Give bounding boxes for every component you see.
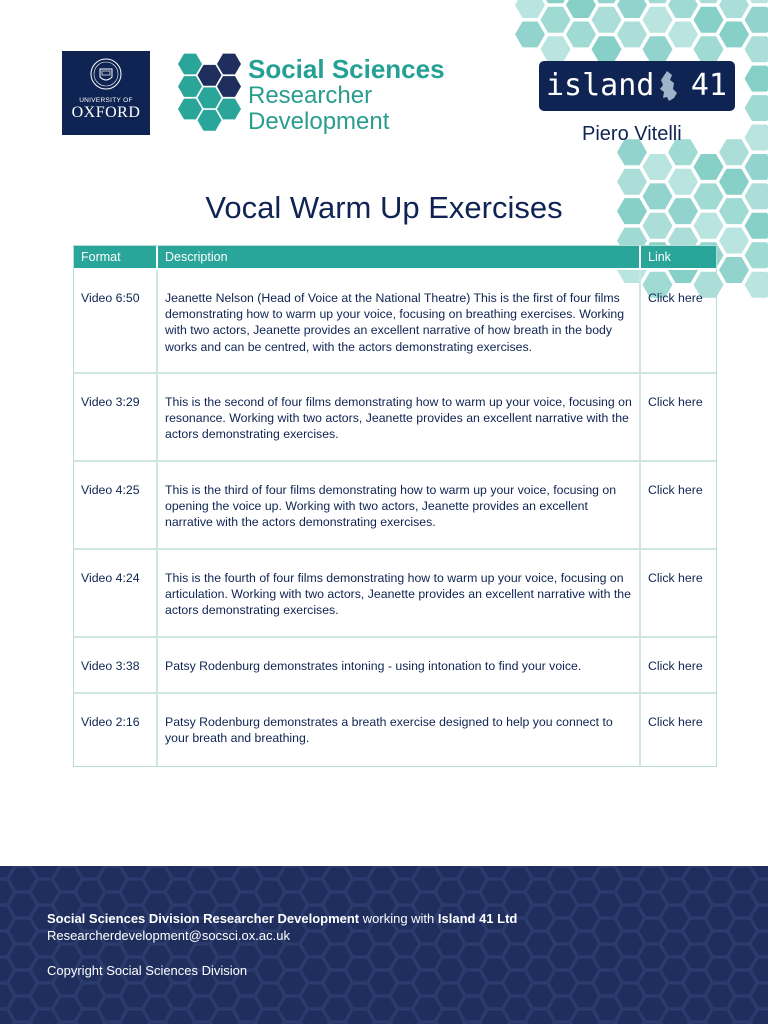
footer-hexagon xyxy=(526,880,554,904)
video-link[interactable]: Click here xyxy=(648,715,703,729)
decor-hexagon xyxy=(745,242,768,268)
footer-hexagon xyxy=(729,867,757,891)
footer-hexagon xyxy=(391,984,419,1008)
footer-hexagon xyxy=(9,997,37,1021)
decor-hexagon xyxy=(719,139,749,165)
ssrd-logo-line1: Social Sciences xyxy=(248,54,445,84)
footer-hexagon xyxy=(414,867,442,891)
footer-hexagon xyxy=(639,997,667,1021)
table-row xyxy=(74,270,716,374)
footer-credit xyxy=(47,910,517,927)
exercises-table xyxy=(73,245,717,767)
decor-hexagon xyxy=(694,0,724,3)
ssrd-logo-line3: Development xyxy=(248,108,390,135)
logo-hexagon xyxy=(178,76,202,97)
footer-hexagon xyxy=(684,945,712,969)
format-cell: Video 3:38 xyxy=(74,638,158,694)
format-cell: Video 4:25 xyxy=(74,462,158,550)
footer-hexagon xyxy=(9,893,37,917)
footer-hexagon xyxy=(234,867,262,891)
decor-hexagon xyxy=(541,0,571,3)
footer-hexagon xyxy=(639,867,667,891)
link-cell xyxy=(641,694,716,766)
oxford-logo-line2: OXFORD xyxy=(71,104,141,121)
oxford-logo-line1: UNIVERSITY OF xyxy=(79,97,133,104)
footer-hexagon xyxy=(549,867,577,891)
island-map-icon xyxy=(657,69,681,103)
footer-hexagon xyxy=(684,893,712,917)
footer-hexagon xyxy=(211,984,239,1008)
decor-hexagon xyxy=(745,154,768,180)
footer-hexagon xyxy=(684,997,712,1021)
decor-hexagon xyxy=(643,7,673,33)
author-name: Piero Vitelli xyxy=(582,123,682,145)
decor-hexagon xyxy=(592,7,622,33)
decor-hexagon xyxy=(515,22,545,48)
decor-hexagon xyxy=(541,36,571,62)
format-cell: Video 4:24 xyxy=(74,550,158,638)
table-row xyxy=(74,374,716,462)
footer-hexagon xyxy=(594,893,622,917)
footer-hexagon xyxy=(639,893,667,917)
footer-hexagon xyxy=(594,971,622,995)
header-format: Format xyxy=(74,246,158,270)
decor-hexagon xyxy=(745,95,768,121)
logo-hexagon xyxy=(178,99,202,120)
table-row xyxy=(74,638,716,694)
decor-hexagon xyxy=(719,22,749,48)
footer-hexagon xyxy=(706,958,734,982)
footer-hexagon xyxy=(414,997,442,1021)
footer-hexagon xyxy=(684,919,712,943)
footer-hexagon xyxy=(391,880,419,904)
footer-hexagon xyxy=(211,880,239,904)
footer-hexagon xyxy=(76,880,104,904)
footer-hexagon xyxy=(526,906,554,930)
footer-hexagon xyxy=(729,945,757,969)
footer-hexagon xyxy=(729,971,757,995)
footer-hexagon xyxy=(661,880,689,904)
footer-hexagon xyxy=(144,997,172,1021)
footer-hexagon xyxy=(166,984,194,1008)
footer-hexagon xyxy=(594,867,622,891)
decor-hexagon xyxy=(745,125,768,151)
decor-hexagon xyxy=(643,0,673,3)
hexagon-cluster-icon xyxy=(176,50,244,138)
footer-hexagon xyxy=(301,984,329,1008)
footer-hexagon xyxy=(549,893,577,917)
video-link[interactable]: Click here xyxy=(648,571,703,585)
decor-hexagon xyxy=(719,228,749,254)
decor-hexagon xyxy=(719,257,749,283)
video-link[interactable]: Click here xyxy=(648,395,703,409)
footer-hexagon xyxy=(526,958,554,982)
decor-hexagon xyxy=(515,0,545,18)
logo-hexagon xyxy=(198,87,222,108)
ssrd-logo xyxy=(248,55,445,135)
footer-hexagon xyxy=(571,880,599,904)
footer-hexagon xyxy=(99,867,127,891)
footer-hexagon xyxy=(549,971,577,995)
footer-hexagon xyxy=(616,906,644,930)
footer-hexagon xyxy=(661,906,689,930)
footer-hexagon xyxy=(436,880,464,904)
footer-hexagon xyxy=(549,919,577,943)
link-cell xyxy=(641,374,716,462)
footer-hexagon xyxy=(369,997,397,1021)
footer-hexagon xyxy=(639,971,667,995)
decor-hexagon xyxy=(745,0,768,3)
footer-hexagon xyxy=(706,984,734,1008)
island41-logo xyxy=(539,61,735,111)
logo-hexagon xyxy=(217,54,241,75)
footer-hexagon xyxy=(99,997,127,1021)
decor-hexagon xyxy=(694,36,724,62)
header-description: Description xyxy=(158,246,641,270)
footer-hexagon xyxy=(256,880,284,904)
link-cell xyxy=(641,638,716,694)
decor-hexagon xyxy=(668,22,698,48)
link-cell xyxy=(641,550,716,638)
description-cell: This is the second of four films demonstrating how to warm up your voice, focusing on resonance. Working with two actors, Jeanette provides an excellent narrative with the actors demonstrating exercises. xyxy=(158,374,641,462)
footer-hexagon xyxy=(121,984,149,1008)
header-link: Link xyxy=(641,246,716,270)
footer-hexagon xyxy=(571,958,599,982)
footer-hexagon xyxy=(481,984,509,1008)
footer-hexagon xyxy=(189,867,217,891)
decor-hexagon xyxy=(745,272,768,298)
island41-logo-text: island xyxy=(546,68,655,103)
footer-hexagon xyxy=(751,866,768,878)
footer-working-with: working with xyxy=(359,911,438,926)
footer-hexagon xyxy=(594,945,622,969)
island41-logo-number: 41 xyxy=(690,68,727,103)
footer xyxy=(0,866,768,1024)
footer-hexagon xyxy=(616,984,644,1008)
footer-hexagon xyxy=(526,932,554,956)
decor-hexagon xyxy=(745,7,768,33)
footer-hexagon xyxy=(504,867,532,891)
description-cell: This is the third of four films demonstrating how to warm up your voice, focusing on opening the voice up. Working with two actors, Jeanette provides an excellent narrative with the actors demonstrating exercises. xyxy=(158,462,641,550)
footer-hexagon xyxy=(369,867,397,891)
footer-hexagon xyxy=(346,984,374,1008)
logo-hexagon xyxy=(217,76,241,97)
decor-hexagon xyxy=(745,66,768,92)
footer-hexagon xyxy=(459,997,487,1021)
footer-hexagon xyxy=(459,867,487,891)
decor-hexagon xyxy=(617,22,647,48)
decor-hexagon xyxy=(719,0,749,18)
footer-hexagon xyxy=(549,997,577,1021)
footer-hexagon xyxy=(166,880,194,904)
footer-hexagon xyxy=(594,919,622,943)
footer-hexagon xyxy=(31,880,59,904)
table-row xyxy=(74,462,716,550)
format-cell: Video 2:16 xyxy=(74,694,158,766)
footer-hexagon xyxy=(639,945,667,969)
logo-hexagon xyxy=(178,54,202,75)
table-header-row xyxy=(74,246,716,270)
page-title: Vocal Warm Up Exercises xyxy=(205,190,563,225)
footer-hexagon xyxy=(54,997,82,1021)
footer-hexagon xyxy=(279,997,307,1021)
footer-hexagon xyxy=(729,893,757,917)
footer-hexagon xyxy=(31,984,59,1008)
footer-hexagon xyxy=(661,932,689,956)
decor-hexagon xyxy=(643,154,673,180)
footer-hexagon xyxy=(729,919,757,943)
footer-hexagon xyxy=(121,880,149,904)
logo-hexagon xyxy=(198,110,222,131)
footer-hexagon xyxy=(684,971,712,995)
footer-hexagon xyxy=(234,997,262,1021)
footer-hexagon xyxy=(684,867,712,891)
oxford-crest-icon xyxy=(89,57,123,91)
footer-hexagon xyxy=(504,997,532,1021)
footer-hexagon xyxy=(751,1010,768,1024)
footer-hexagon xyxy=(549,945,577,969)
decor-hexagon xyxy=(694,154,724,180)
footer-hexagon xyxy=(729,997,757,1021)
logo-hexagon xyxy=(198,65,222,86)
footer-hexagon xyxy=(481,880,509,904)
video-link[interactable]: Click here xyxy=(648,659,703,673)
footer-hexagon xyxy=(9,971,37,995)
footer-hexagon xyxy=(706,932,734,956)
footer-hexagon xyxy=(661,958,689,982)
footer-hexagon xyxy=(661,984,689,1008)
description-cell: This is the fourth of four films demonstrating how to warm up your voice, focusing on articulation. Working with two actors, Jeanette provides an excellent narrative with the actors demonstrating exercises. xyxy=(158,550,641,638)
oxford-logo xyxy=(62,51,150,135)
footer-hexagon xyxy=(571,906,599,930)
decor-hexagon xyxy=(617,0,647,18)
footer-hexagon xyxy=(571,932,599,956)
footer-hexagon xyxy=(301,880,329,904)
footer-hexagon xyxy=(279,867,307,891)
footer-hexagon xyxy=(436,984,464,1008)
format-cell: Video 3:29 xyxy=(74,374,158,462)
footer-hexagon xyxy=(594,997,622,1021)
footer-hexagon xyxy=(706,880,734,904)
footer-hexagon xyxy=(189,997,217,1021)
footer-hexagon xyxy=(616,958,644,982)
footer-hexagon xyxy=(256,984,284,1008)
decor-hexagon xyxy=(668,0,698,18)
format-cell: Video 6:50 xyxy=(74,270,158,374)
footer-hexagon xyxy=(706,906,734,930)
footer-hexagon xyxy=(616,880,644,904)
footer-hexagon xyxy=(616,932,644,956)
decor-hexagon xyxy=(643,36,673,62)
link-cell xyxy=(641,462,716,550)
footer-hexagon xyxy=(324,997,352,1021)
footer-copyright: Copyright Social Sciences Division xyxy=(47,963,248,978)
decor-hexagon xyxy=(592,0,622,3)
footer-hexagon xyxy=(9,945,37,969)
logo-hexagon xyxy=(217,99,241,120)
decor-hexagon xyxy=(566,0,596,18)
table-row xyxy=(74,550,716,638)
footer-hexagon xyxy=(324,867,352,891)
footer-hexagon xyxy=(9,867,37,891)
video-link[interactable]: Click here xyxy=(648,291,703,305)
footer-hexagon xyxy=(76,984,104,1008)
footer-org: Social Sciences Division Researcher Development xyxy=(47,911,360,926)
decor-hexagon xyxy=(694,7,724,33)
decor-hexagon xyxy=(592,36,622,62)
decor-hexagon xyxy=(566,22,596,48)
footer-hexagon xyxy=(9,919,37,943)
footer-text xyxy=(47,910,517,979)
footer-email[interactable]: Researcherdevelopment@socsci.ox.ac.uk xyxy=(47,928,290,943)
footer-hexagon xyxy=(144,867,172,891)
description-cell: Patsy Rodenburg demonstrates intoning - using intonation to find your voice. xyxy=(158,638,641,694)
video-link[interactable]: Click here xyxy=(648,483,703,497)
footer-hexagon xyxy=(346,880,374,904)
footer-hexagon xyxy=(0,1010,14,1024)
decor-hexagon xyxy=(745,36,768,62)
decor-hexagon xyxy=(541,7,571,33)
table-row xyxy=(74,694,716,766)
description-cell: Patsy Rodenburg demonstrates a breath exercise designed to help you connect to your breath and breathing. xyxy=(158,694,641,766)
footer-hexagon xyxy=(526,984,554,1008)
description-cell: Jeanette Nelson (Head of Voice at the National Theatre) This is the first of four films demonstrating how to warm up your voice, focusing on breathing exercises. Working with two actors, Jeanette provides an excellent narrative of how breath in the body works and can be centred, with the actors demonstrating exercises. xyxy=(158,270,641,374)
footer-hexagon xyxy=(571,984,599,1008)
link-cell xyxy=(641,270,716,374)
footer-partner: Island 41 Ltd xyxy=(437,911,518,926)
ssrd-logo-line2: Researcher xyxy=(248,82,373,109)
footer-hexagon xyxy=(54,867,82,891)
footer-hexagon xyxy=(639,919,667,943)
